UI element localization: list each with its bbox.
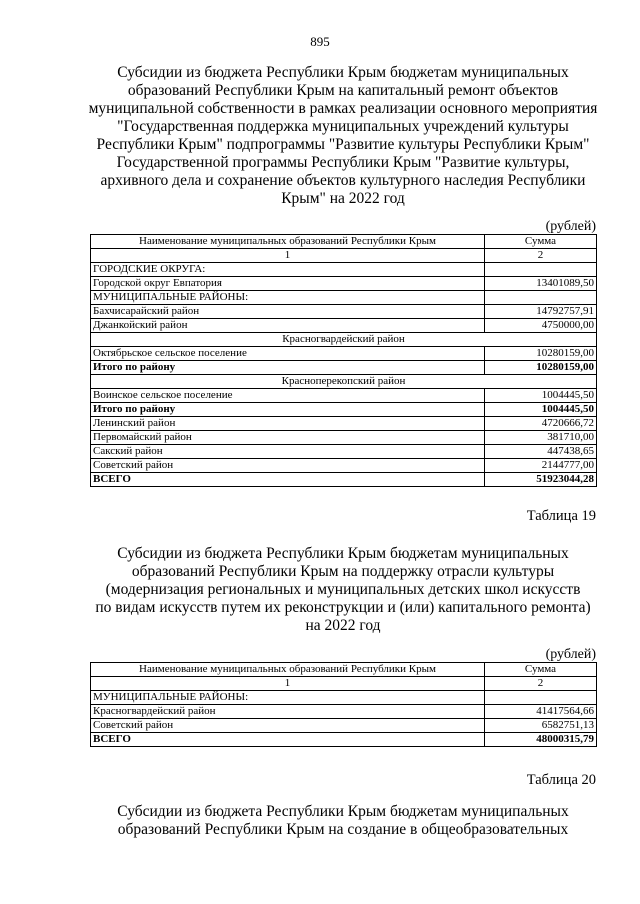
column-header-sum: Сумма: [485, 663, 597, 677]
row-sum: 6582751,13: [485, 719, 597, 733]
row-name: Ленинский район: [91, 417, 485, 431]
column-number-row: [91, 677, 597, 691]
table-row: [91, 403, 597, 417]
table-row: [91, 389, 597, 403]
section-18-table: [90, 234, 597, 487]
title-line: образований Республики Крым на капитальный ремонт объектов: [127, 82, 559, 99]
section-18-title: [88, 64, 598, 208]
row-sum: 10280159,00: [485, 361, 597, 375]
page-number: 895: [310, 34, 330, 49]
table-row: [91, 417, 597, 431]
row-name: Воинское сельское поселение: [91, 389, 485, 403]
row-name: Советский район: [91, 459, 485, 473]
column-number: 2: [485, 249, 597, 263]
title-line: образований Республики Крым на поддержку отрасли культуры: [131, 563, 555, 580]
row-sum: 51923044,28: [485, 473, 597, 487]
row-name: Итого по району: [91, 361, 485, 375]
row-name: Городской округ Евпатория: [91, 277, 485, 291]
row-sum: 4720666,72: [485, 417, 597, 431]
row-name: МУНИЦИПАЛЬНЫЕ РАЙОНЫ:: [91, 291, 485, 305]
section-18-units: (рублей): [545, 219, 596, 234]
group-header-row: [91, 375, 597, 389]
row-name: Октябрьское сельское поселение: [91, 347, 485, 361]
row-name: Джанкойский район: [91, 319, 485, 333]
row-name: Бахчисарайский район: [91, 305, 485, 319]
row-sum: 10280159,00: [485, 347, 597, 361]
table-row: [91, 431, 597, 445]
row-name: ГОРОДСКИЕ ОКРУГА:: [91, 263, 485, 277]
row-sum: 14792757,91: [485, 305, 597, 319]
column-header-name: Наименование муниципальных образований Республики Крым: [91, 663, 485, 677]
row-sum: 48000315,79: [485, 733, 597, 747]
column-header-sum: Сумма: [485, 235, 597, 249]
column-header-name: Наименование муниципальных образований Республики Крым: [91, 235, 485, 249]
row-name: Первомайский район: [91, 431, 485, 445]
table-19-label: Таблица 19: [526, 508, 596, 524]
section-19-table: [90, 662, 597, 747]
row-sum: 4750000,00: [485, 319, 597, 333]
table-row: [91, 445, 597, 459]
row-sum: [485, 691, 597, 705]
title-line: Государственной программы Республики Крым "Развитие культуры,: [116, 154, 570, 171]
row-name: ВСЕГО: [91, 473, 485, 487]
group-name: Красноперекопский район: [91, 375, 597, 389]
row-sum: [485, 263, 597, 277]
table-row: [91, 347, 597, 361]
table-row: [91, 319, 597, 333]
group-name: Красногвардейский район: [91, 333, 597, 347]
title-line: Крым" на 2022 год: [281, 190, 405, 207]
row-sum: 13401089,50: [485, 277, 597, 291]
section-20-title: [88, 803, 598, 839]
table-row: [91, 719, 597, 733]
row-sum: 1004445,50: [485, 403, 597, 417]
row-name: ВСЕГО: [91, 733, 485, 747]
row-sum: 447438,65: [485, 445, 597, 459]
row-name: Сакский район: [91, 445, 485, 459]
row-name: МУНИЦИПАЛЬНЫЕ РАЙОНЫ:: [91, 691, 485, 705]
row-sum: 381710,00: [485, 431, 597, 445]
column-number-row: [91, 249, 597, 263]
table-row: [91, 459, 597, 473]
title-line: по видам искусств путем их реконструкции и (или) капитального ремонта): [95, 599, 591, 616]
table-row: [91, 691, 597, 705]
title-line: на 2022 год: [305, 617, 381, 634]
column-number: 1: [91, 249, 485, 263]
row-name: Советский район: [91, 719, 485, 733]
table-row: [91, 705, 597, 719]
title-line: "Государственная поддержка муниципальных учреждений культуры: [117, 118, 569, 135]
section-19-title: [88, 545, 598, 635]
title-line: образований Республики Крым на создание в общеобразовательных: [117, 821, 569, 838]
row-name: Итого по району: [91, 403, 485, 417]
table-row: [91, 291, 597, 305]
title-line: архивного дела и сохранение объектов культурного наследия Республики: [100, 172, 586, 189]
row-sum: 1004445,50: [485, 389, 597, 403]
title-line: (модернизация региональных и муниципальных детских школ искусств: [105, 581, 581, 598]
table-row: [91, 277, 597, 291]
title-line: Республики Крым" подпрограммы "Развитие культуры Республики Крым": [96, 136, 590, 153]
title-line: муниципальной собственности в рамках реализации основного мероприятия: [88, 100, 598, 117]
table-row: [91, 263, 597, 277]
title-line: Субсидии из бюджета Республики Крым бюджетам муниципальных: [117, 64, 569, 81]
table-20-label: Таблица 20: [526, 772, 596, 788]
group-header-row: [91, 333, 597, 347]
row-sum: 41417564,66: [485, 705, 597, 719]
table-row: [91, 733, 597, 747]
title-line: Субсидии из бюджета Республики Крым бюджетам муниципальных: [117, 803, 569, 820]
row-name: Красногвардейский район: [91, 705, 485, 719]
table-row: [91, 305, 597, 319]
table-header-row: [91, 235, 597, 249]
title-line: Субсидии из бюджета Республики Крым бюджетам муниципальных: [117, 545, 569, 562]
column-number: 1: [91, 677, 485, 691]
table-header-row: [91, 663, 597, 677]
table-row: [91, 361, 597, 375]
section-19-units: (рублей): [545, 647, 596, 662]
row-sum: [485, 291, 597, 305]
row-sum: 2144777,00: [485, 459, 597, 473]
table-row: [91, 473, 597, 487]
column-number: 2: [485, 677, 597, 691]
